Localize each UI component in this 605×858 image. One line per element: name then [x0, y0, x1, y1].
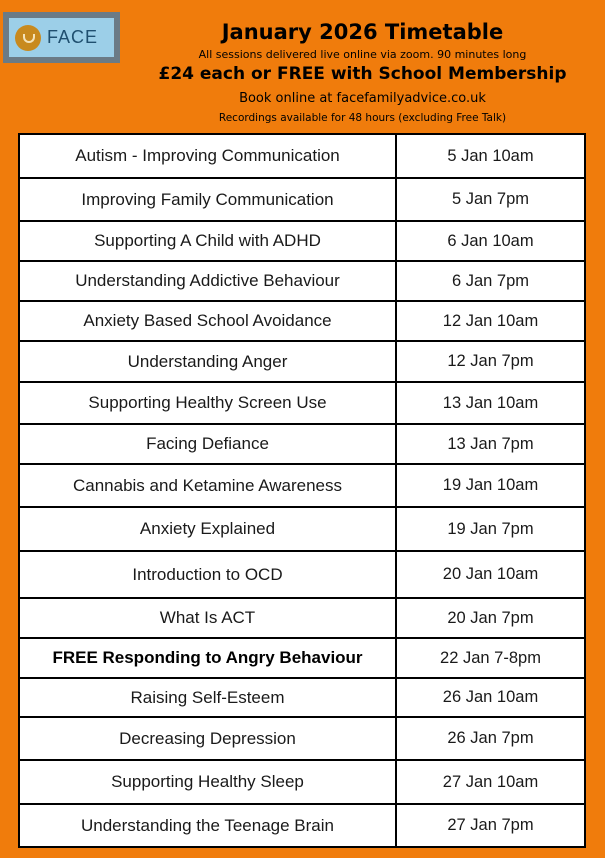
logo-text: FACE: [47, 27, 99, 47]
timetable: [18, 133, 586, 848]
table-row: [19, 134, 585, 178]
session-title-free: FREE Responding to Angry Behaviour: [19, 638, 396, 678]
table-row: [19, 341, 585, 382]
session-date: 12 Jan 10am: [396, 301, 585, 341]
session-title: Anxiety Based School Avoidance: [19, 301, 396, 341]
session-title: Supporting Healthy Screen Use: [19, 382, 396, 424]
smile-leaf-icon: [15, 25, 41, 51]
table-row: [19, 598, 585, 638]
table-row: [19, 221, 585, 261]
session-date: 27 Jan 10am: [396, 760, 585, 804]
session-date: 22 Jan 7-8pm: [396, 638, 585, 678]
session-date: 13 Jan 10am: [396, 382, 585, 424]
session-date: 5 Jan 7pm: [396, 178, 585, 221]
session-date: 5 Jan 10am: [396, 134, 585, 178]
table-row: [19, 678, 585, 717]
session-title: Understanding the Teenage Brain: [19, 804, 396, 847]
table-row: [19, 551, 585, 598]
table-row: [19, 507, 585, 551]
session-title: Autism - Improving Communication: [19, 134, 396, 178]
session-date: 6 Jan 7pm: [396, 261, 585, 301]
session-title: Supporting A Child with ADHD: [19, 221, 396, 261]
price-info: £24 each or FREE with School Membership: [158, 64, 567, 84]
booking-info: Book online at facefamilyadvice.co.uk: [239, 91, 486, 106]
session-date: 27 Jan 7pm: [396, 804, 585, 847]
session-title: Understanding Addictive Behaviour: [19, 261, 396, 301]
session-info: All sessions delivered live online via zoom. 90 minutes long: [198, 48, 527, 61]
session-date: 20 Jan 10am: [396, 551, 585, 598]
page-title: January 2026 Timetable: [221, 20, 504, 44]
session-date: 19 Jan 7pm: [396, 507, 585, 551]
session-title: Cannabis and Ketamine Awareness: [19, 464, 396, 507]
table-row: [19, 301, 585, 341]
session-title: Supporting Healthy Sleep: [19, 760, 396, 804]
session-title: Facing Defiance: [19, 424, 396, 464]
session-title: What Is ACT: [19, 598, 396, 638]
session-title: Introduction to OCD: [19, 551, 396, 598]
table-row: [19, 424, 585, 464]
session-title: Understanding Anger: [19, 341, 396, 382]
session-date: 26 Jan 7pm: [396, 717, 585, 760]
table-row: [19, 638, 585, 678]
logo-badge: [9, 18, 114, 57]
session-title: Decreasing Depression: [19, 717, 396, 760]
session-date: 26 Jan 10am: [396, 678, 585, 717]
table-row: [19, 804, 585, 847]
table-row: [19, 760, 585, 804]
table-row: [19, 382, 585, 424]
session-date: 12 Jan 7pm: [396, 341, 585, 382]
face-logo: [3, 12, 120, 63]
table-row: [19, 464, 585, 507]
table-row: [19, 261, 585, 301]
session-title: Improving Family Communication: [19, 178, 396, 221]
session-date: 13 Jan 7pm: [396, 424, 585, 464]
table-row: [19, 717, 585, 760]
recordings-info: Recordings available for 48 hours (excluding Free Talk): [218, 112, 507, 124]
session-date: 6 Jan 10am: [396, 221, 585, 261]
session-date: 19 Jan 10am: [396, 464, 585, 507]
session-date: 20 Jan 7pm: [396, 598, 585, 638]
table-row: [19, 178, 585, 221]
session-title: Raising Self-Esteem: [19, 678, 396, 717]
session-title: Anxiety Explained: [19, 507, 396, 551]
